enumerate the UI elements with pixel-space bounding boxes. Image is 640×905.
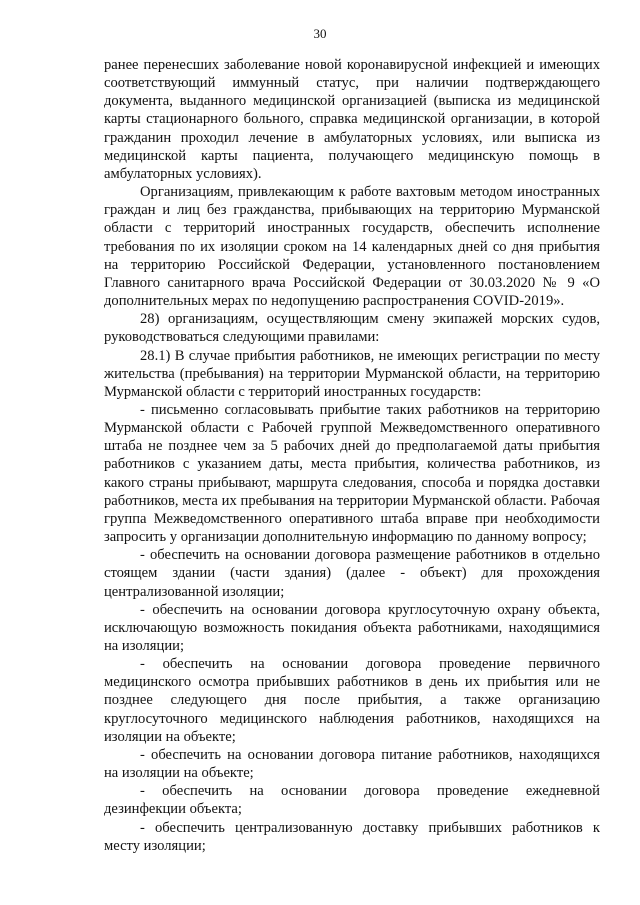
page-number: 30 (313, 26, 327, 41)
list-item-medical-exam: - обеспечить на основании договора проведение первичного медицинского осмотра прибывших работников в день их прибытия или не позднее следующего дня после прибытия, а также организацию круглосуточного медицинского наблюдения работников, находящихся на изоляции на объекте; (104, 656, 600, 745)
list-item-accommodation: - обеспечить на основании договора размещение работников в отдельно стоящем здании (части здания) (далее - объект) для прохождения централизованной изоляции; (104, 547, 600, 600)
paragraph-foreign-workers: Организациям, привлекающим к работе вахтовым методом иностранных граждан и лиц без гражданства, прибывающих на территорию Мурманской области с территорий иностранных государств, обеспечить исполнение требования по их изоляции сроком на 14 календарных дней со дня прибытия на территорию Российской Федерации, установленного постановлением Главного санитарного врача Российской Федерации от 30.03.2020 № 9 «О дополнительных мерах по недопущению распространения COVID-2019». (104, 184, 600, 310)
list-item-disinfection: - обеспечить на основании договора проведение ежедневной дезинфекции объекта; (104, 783, 600, 818)
list-item-meals: - обеспечить на основании договора питание работников, находящихся на изоляции на объекте; (104, 746, 600, 782)
list-item-security: - обеспечить на основании договора круглосуточную охрану объекта, исключающую возможность покидания объекта работниками, находящимися на изоляции; (104, 601, 600, 654)
list-item-transport: - обеспечить централизованную доставку прибывших работников к месту изоляции; (104, 819, 600, 854)
paragraph-item-28: 28) организациям, осуществляющим смену экипажей морских судов, руководствоваться следующими правилами: (104, 311, 600, 346)
list-item-approval: - письменно согласовывать прибытие таких работников на территорию Мурманской области с Рабочей группой Межведомственного оперативного штаба не позднее чем за 5 рабочих дней до предполагаемой даты прибытия работников с указанием даты, места прибытия, количества работников, из какого страны прибывают, маршрута следования, способа и порядка доставки работников, места их пребывания на территории Мурманской области. Рабочая группа Межведомственного оперативного штаба вправе при необходимости запросить у организации дополнительную информацию по данному вопросу; (104, 401, 600, 546)
paragraph-continuation: ранее перенесших заболевание новой коронавирусной инфекцией и имеющих соответствующий иммунный статус, при наличии подтверждающего документа, выданного медицинской организацией (выписка из медицинской карты стационарного больного, справка медицинской организации, в которой гражданин проходил лечение в амбулаторных условиях, или выписка из медицинской карты пациента, получающего медицинскую помощь в амбулаторных условиях). (104, 57, 600, 182)
document-body (104, 56, 600, 855)
paragraph-item-28-1: 28.1) В случае прибытия работников, не имеющих регистрации по месту жительства (пребывания) на территории Мурманской области, на территорию Мурманской области с территорий иностранных государств: (104, 347, 600, 400)
